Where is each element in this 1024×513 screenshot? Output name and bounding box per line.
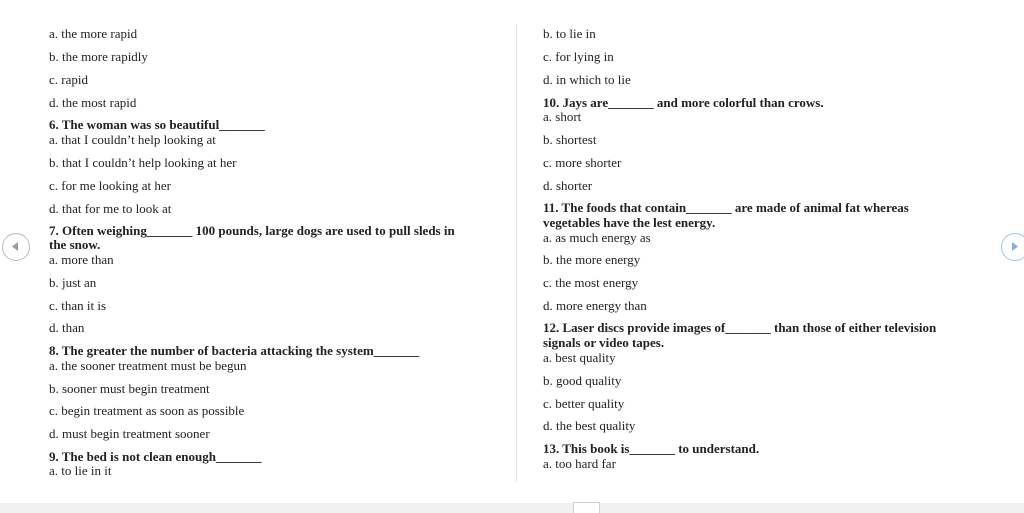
question-line: 9. The bed is not clean enough_______ xyxy=(49,449,262,464)
question-line: 7. Often weighing_______ 100 pounds, large dogs are used to pull sleds in xyxy=(49,223,455,238)
question-line: 8. The greater the number of bacteria attacking the system_______ xyxy=(49,343,420,358)
option-line: a. short xyxy=(543,109,582,124)
option-line: c. rapid xyxy=(49,72,88,87)
option-line: a. more than xyxy=(49,252,114,267)
question-line: 12. Laser discs provide images of_______ than those of either television xyxy=(543,320,937,335)
option-line: c. the most energy xyxy=(543,275,639,290)
option-line: c. better quality xyxy=(543,396,625,411)
option-line: c. begin treatment as soon as possible xyxy=(49,403,245,418)
option-line: b. good quality xyxy=(543,373,622,388)
option-line: d. more energy than xyxy=(543,298,647,313)
question-line: 6. The woman was so beautiful_______ xyxy=(49,117,265,132)
option-line: a. as much energy as xyxy=(543,230,651,245)
option-line: b. shortest xyxy=(543,132,597,147)
option-line: c. than it is xyxy=(49,298,107,313)
option-line: c. for lying in xyxy=(543,49,614,64)
question-line: signals or video tapes. xyxy=(543,335,665,350)
option-line: b. the more rapidly xyxy=(49,49,148,64)
option-line: d. shorter xyxy=(543,178,593,193)
option-line: c. more shorter xyxy=(543,155,622,170)
option-line: d. the most rapid xyxy=(49,95,137,110)
option-line: a. to lie in it xyxy=(49,463,112,478)
option-line: d. than xyxy=(49,320,85,335)
option-line: d. must begin treatment sooner xyxy=(49,426,210,441)
previous-page-button[interactable] xyxy=(2,233,30,261)
next-page-button[interactable] xyxy=(1001,233,1024,261)
option-line: d. that for me to look at xyxy=(49,201,172,216)
option-line: a. the sooner treatment must be begun xyxy=(49,358,247,373)
question-line: 11. The foods that contain_______ are made of animal fat whereas xyxy=(543,200,909,215)
option-line: a. too hard far xyxy=(543,456,616,471)
question-line: vegetables have the lest energy. xyxy=(543,215,716,230)
option-line: b. just an xyxy=(49,275,97,290)
option-line: b. the more energy xyxy=(543,252,641,267)
bottom-toolbar xyxy=(0,503,1024,513)
option-line: b. that I couldn’t help looking at her xyxy=(49,155,237,170)
page-indicator-tab[interactable] xyxy=(573,502,600,513)
chevron-left-icon xyxy=(3,234,28,259)
option-line: d. the best quality xyxy=(543,418,636,433)
question-line: 13. This book is_______ to understand. xyxy=(543,441,760,456)
option-line: b. to lie in xyxy=(543,26,596,41)
option-line: a. the more rapid xyxy=(49,26,138,41)
option-line: a. best quality xyxy=(543,350,616,365)
option-line: b. sooner must begin treatment xyxy=(49,381,210,396)
option-line: a. that I couldn’t help looking at xyxy=(49,132,216,147)
question-line: the snow. xyxy=(49,237,101,252)
option-line: d. in which to lie xyxy=(543,72,631,87)
question-line: 10. Jays are_______ and more colorful than crows. xyxy=(543,95,824,110)
option-line: c. for me looking at her xyxy=(49,178,172,193)
column-divider xyxy=(516,24,517,482)
chevron-right-icon xyxy=(1002,234,1024,259)
